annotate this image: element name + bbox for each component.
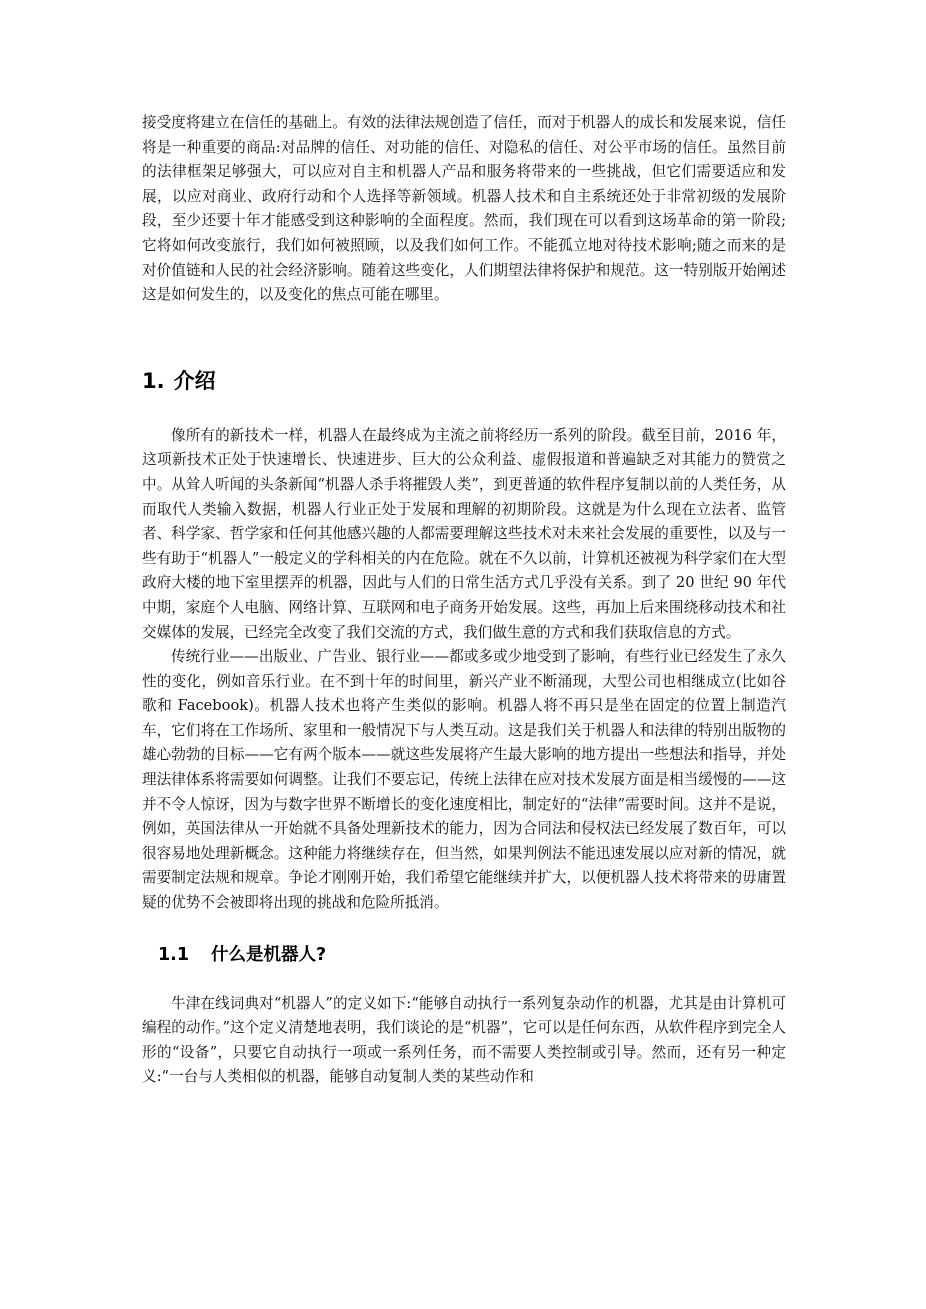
section-title: 介绍 bbox=[173, 368, 216, 393]
body-paragraph: 像所有的新技术一样，机器人在最终成为主流之前将经历一系列的阶段。截至目前，2016 年，这项新技术正处于快速增长、快速进步、巨大的公众利益、虚假报道和普遍缺乏对其能力的赞赏之中。从耸人听闻的头条新闻“机器人杀手将摧毁人类”，到更普通的软件程序复制以前的人类任务，从而取代人类输入数据，机器人行业正处于发展和理解的初期阶段。这就是为什么现在立法者、监管者、科学家、哲学家和任何其他感兴趣的人都需要理解这些技术对未来社会发展的重要性，以及与一些有助于“机器人”一般定义的学科相关的内在危险。就在不久以前，计算机还被视为科学家们在大型政府大楼的地下室里摆弄的机器，因此与人们的日常生活方式几乎没有关系。到了 20 世纪 90 年代中期，家庭个人电脑、网络计算、互联网和电子商务开始发展。这些，再加上后来围绕移动技术和社交媒体的发展，已经完全改变了我们交流的方式，我们做生意的方式和我们获取信息的方式。 bbox=[142, 426, 786, 641]
section-number: 1. bbox=[142, 368, 165, 393]
subsection-heading bbox=[158, 942, 786, 968]
subsection-title: 什么是机器人? bbox=[211, 944, 327, 965]
section-heading bbox=[142, 366, 786, 396]
page-content bbox=[142, 111, 786, 1090]
subsection-number: 1.1 bbox=[158, 944, 190, 965]
intro-paragraph: 接受度将建立在信任的基础上。有效的法律法规创造了信任，而对于机器人的成长和发展来说，信任将是一种重要的商品:对品牌的信任、对功能的信任、对隐私的信任、对公平市场的信任。虽然目前的法律框架足够强大，可以应对自主和机器人产品和服务将带来的一些挑战，但它们需要适应和发展，以应对商业、政府行动和个人选择等新领域。机器人技术和自主系统还处于非常初级的发展阶段，至少还要十年才能感受到这种影响的全面程度。然而，我们现在可以看到这场革命的第一阶段;它将如何改变旅行，我们如何被照顾，以及我们如何工作。不能孤立地对待技术影响;随之而来的是对价值链和人民的社会经济影响。随着这些变化，人们期望法律将保护和规范。这一特别版开始阐述这是如何发生的，以及变化的焦点可能在哪里。 bbox=[142, 114, 786, 304]
body-paragraph: 传统行业——出版业、广告业、银行业——都或多或少地受到了影响，有些行业已经发生了永久性的变化，例如音乐行业。在不到十年的时间里，新兴产业不断涌现，大型公司也相继成立(比如谷歌和 Facebook)。机器人技术也将产生类似的影响。机器人将不再只是坐在固定的位置上制造汽车，它们将在工作场所、家里和一般情况下与人类互动。这是我们关于机器人和法律的特别出版物的雄心勃勃的目标——它有两个版本——就这些发展将产生最大影响的地方提出一些想法和指导，并处理法律体系将需要如何调整。让我们不要忘记，传统上法律在应对技术发展方面是相当缓慢的——这并不令人惊讶，因为与数字世界不断增长的变化速度相比，制定好的“法律”需要时间。这并不是说，例如，英国法律从一开始就不具备处理新技术的能力，因为合同法和侵权法已经发展了数百年，可以很容易地处理新概念。这种能力将继续存在，但当然，如果判例法不能迅速发展以应对新的情况，就需要制定法规和规章。争论才刚刚开始，我们希望它能继续并扩大，以便机器人技术将带来的毋庸置疑的优势不会被即将出现的挑战和危险所抵消。 bbox=[142, 648, 786, 912]
body-paragraph: 牛津在线词典对“机器人”的定义如下:“能够自动执行一系列复杂动作的机器，尤其是由计算机可编程的动作。”这个定义清楚地表明，我们谈论的是“机器”，它可以是任何东西，从软件程序到完全人形的“设备”，只要它自动执行一项或一系列任务，而不需要人类控制或引导。然而，还有另一种定义:“一台与人类相似的机器，能够自动复制人类的某些动作和 bbox=[142, 994, 786, 1086]
